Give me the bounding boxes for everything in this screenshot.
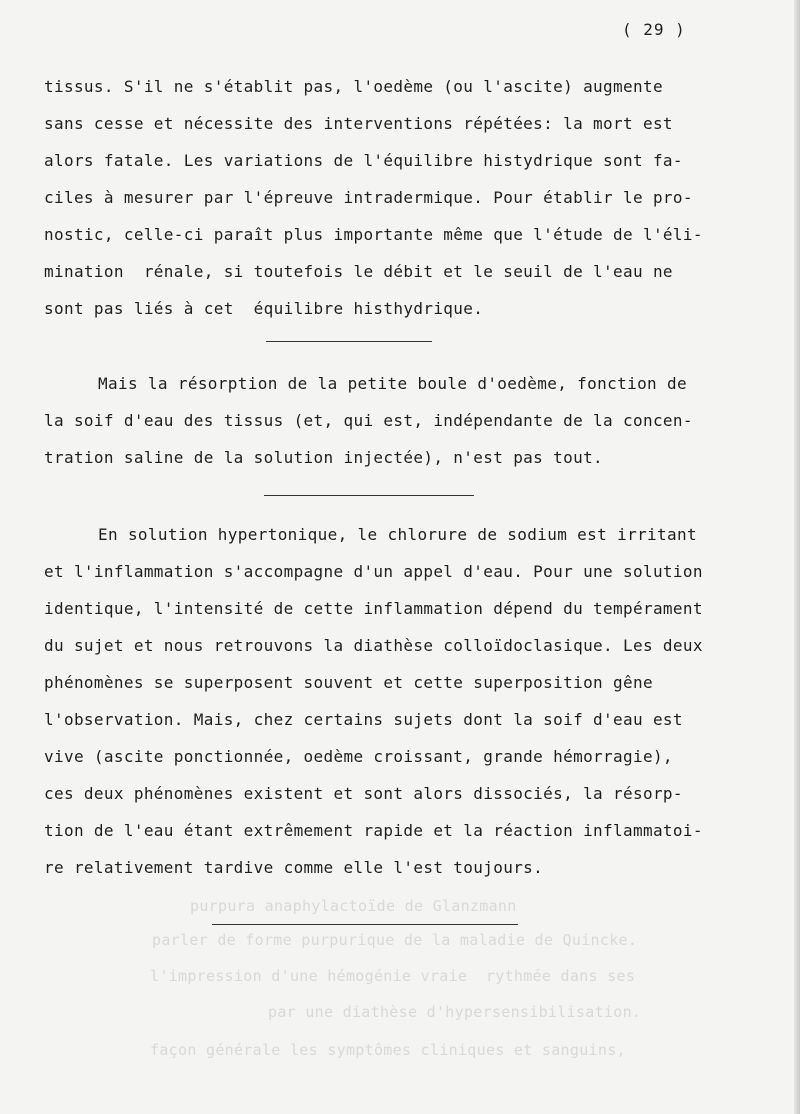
text-line: sans cesse et nécessite des interventions répétées: la mort est [44,114,673,133]
text-line: phénomènes se superposent souvent et cette superposition gêne [44,673,653,692]
text-line: tissus. S'il ne s'établit pas, l'oedème (ou l'ascite) augmente [44,77,663,96]
text-line: l'observation. Mais, chez certains sujets dont la soif d'eau est [44,710,683,729]
show-through-line: façon générale les symptômes cliniques et sanguins, [150,1041,626,1059]
page-number: ( 29 ) [622,20,686,39]
text-line: tration saline de la solution injectée), n'est pas tout. [44,448,604,467]
show-through-line: l'impression d'une hémogénie vraie rythmée dans ses [150,967,636,985]
text-line: ces deux phénomènes existent et sont alors dissociés, la résorp- [44,784,683,803]
text-line: et l'inflammation s'accompagne d'un appel d'eau. Pour une solution [44,562,703,581]
text-line: re relativement tardive comme elle l'est toujours. [44,858,544,877]
text-line: nostic, celle-ci paraît plus importante même que l'étude de l'éli- [44,225,703,244]
text-line: sont pas liés à cet équilibre histhydrique. [44,299,484,318]
text-line: du sujet et nous retrouvons la diathèse colloïdoclasique. Les deux [44,636,703,655]
text-line: identique, l'intensité de cette inflammation dépend du tempérament [44,599,703,618]
text-line: vive (ascite ponctionnée, oedème croissant, grande hémorragie), [44,747,673,766]
section-divider [266,341,432,342]
text-line: En solution hypertonique, le chlorure de sodium est irritant [98,525,697,544]
show-through-line: par une diathèse d'hypersensibilisation. [268,1003,642,1021]
text-line: tion de l'eau étant extrêmement rapide et la réaction inflammatoi- [44,821,703,840]
text-line: ciles à mesurer par l'épreuve intradermique. Pour établir le pro- [44,188,693,207]
text-line: la soif d'eau des tissus (et, qui est, indépendante de la concen- [44,411,693,430]
text-line: Mais la résorption de la petite boule d'oedème, fonction de [98,374,687,393]
page-edge-shadow [794,0,800,1114]
text-line: alors fatale. Les variations de l'équilibre histydrique sont fa- [44,151,683,170]
show-through-line: parler de forme purpurique de la maladie de Quincke. [152,931,638,949]
text-line: mination rénale, si toutefois le débit et le seuil de l'eau ne [44,262,673,281]
section-divider [264,495,474,496]
section-divider [212,924,518,925]
show-through-line: purpura anaphylactoïde de Glanzmann [190,897,517,915]
